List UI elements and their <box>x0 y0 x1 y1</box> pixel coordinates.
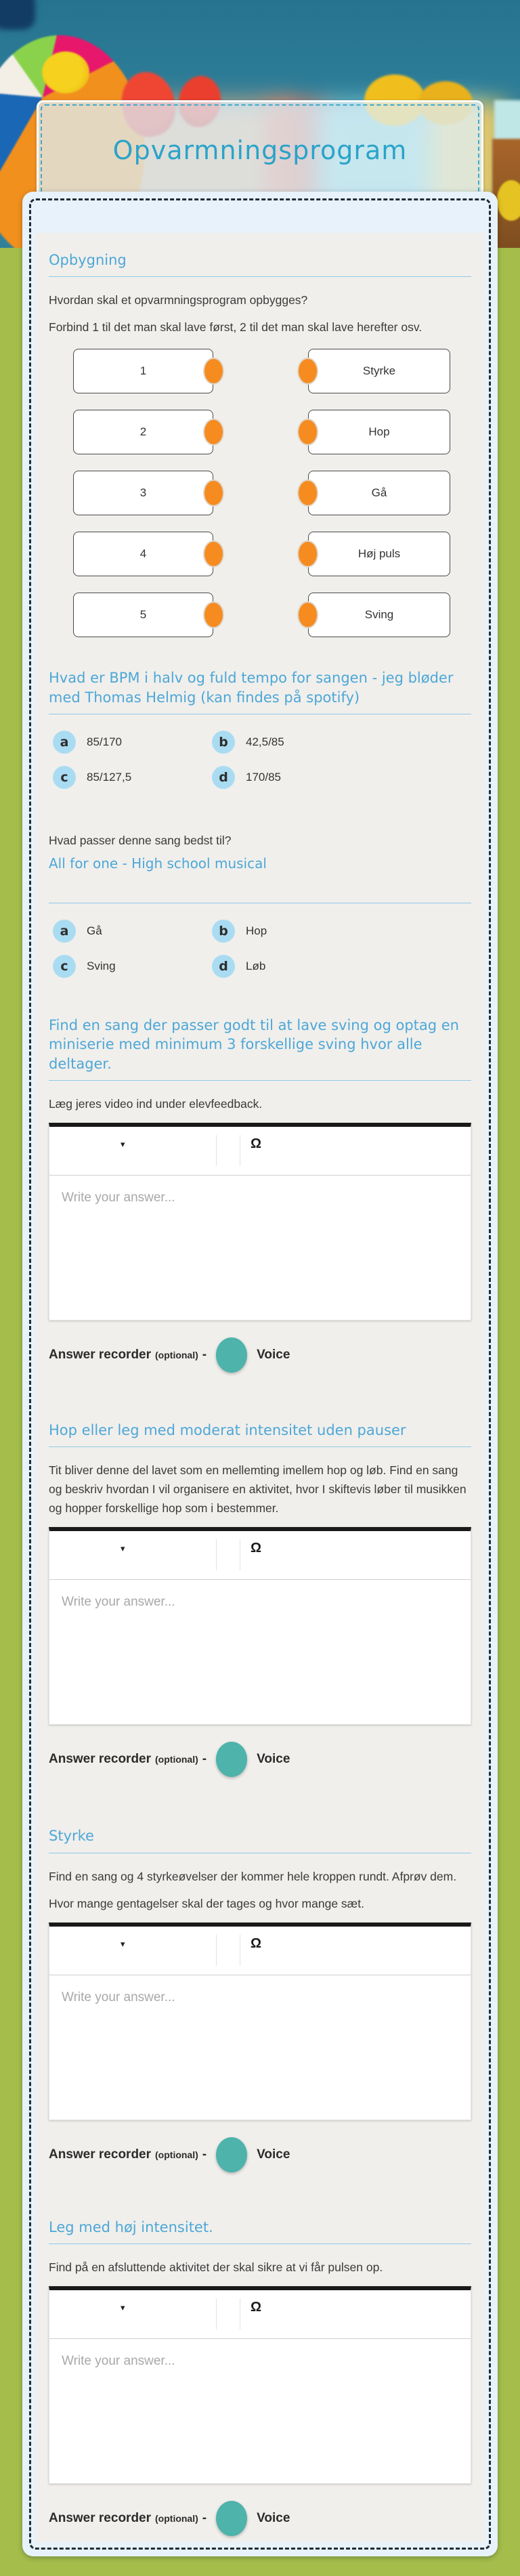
toolbar-dropdown-icon[interactable]: ▾ <box>121 2302 125 2313</box>
option-letter-circle: d <box>212 955 235 978</box>
match-right-label: Sving <box>364 608 394 622</box>
beach-ball-valve <box>42 51 89 93</box>
section-bpm-question <box>49 668 471 789</box>
answer-editor <box>49 2286 471 2484</box>
match-right-box[interactable] <box>308 471 450 515</box>
connector-dot[interactable] <box>297 479 318 507</box>
answer-editor <box>49 1527 471 1725</box>
match-left-label: 4 <box>139 547 147 561</box>
textarea-placeholder: Write your answer... <box>62 1990 175 2004</box>
recorder-separator: - <box>202 2511 207 2526</box>
recorder-separator: - <box>202 1348 207 1362</box>
choice-option-b[interactable] <box>212 731 471 754</box>
choice-options <box>53 920 471 978</box>
song-title-text: All for one - High school musical <box>49 855 267 872</box>
editor-toolbar <box>49 2290 471 2339</box>
recorder-label: Answer recorder <box>49 1348 152 1362</box>
toolbar-divider <box>216 1135 217 1166</box>
special-character-icon[interactable]: Ω <box>251 1935 262 1951</box>
toolbar-divider <box>216 1539 217 1570</box>
answer-textarea[interactable] <box>49 1975 471 2120</box>
voice-record-button[interactable] <box>216 1742 247 1777</box>
match-row <box>73 532 471 576</box>
section-styrke-task <box>49 1826 471 2172</box>
editor-toolbar <box>49 1531 471 1580</box>
match-left-box[interactable] <box>73 410 213 454</box>
voice-label: Voice <box>257 2511 290 2526</box>
option-label: 42,5/85 <box>246 735 284 749</box>
match-right-box[interactable] <box>308 532 450 576</box>
voice-record-button[interactable] <box>216 1337 247 1373</box>
match-left-box[interactable] <box>73 532 213 576</box>
section-heading: Find en sang der passer godt til at lave sving og optag en miniserie med minimum 3 forskellige sving hvor alle deltager. <box>49 1017 459 1072</box>
section-divider <box>49 1446 471 1447</box>
match-left-box[interactable] <box>73 471 213 515</box>
answer-recorder-row <box>49 2137 471 2173</box>
match-right-label: Styrke <box>362 364 396 378</box>
option-letter-circle: b <box>212 731 235 754</box>
choice-option-d[interactable] <box>212 955 471 978</box>
toolbar-dropdown-icon[interactable]: ▾ <box>121 1139 125 1150</box>
connector-dot[interactable] <box>203 601 224 628</box>
option-label: Sving <box>87 960 116 973</box>
option-label: Hop <box>246 924 267 938</box>
section-sving-task <box>49 1016 471 1373</box>
recorder-label: Answer recorder <box>49 1752 152 1767</box>
textarea-placeholder: Write your answer... <box>62 2354 175 2369</box>
voice-label: Voice <box>257 1348 290 1362</box>
connector-dot[interactable] <box>203 358 224 385</box>
editor-toolbar <box>49 1127 471 1176</box>
recorder-label: Answer recorder <box>49 2511 152 2526</box>
answer-recorder-row <box>49 1741 471 1778</box>
connector-dot[interactable] <box>297 601 318 628</box>
match-right-label: Gå <box>371 486 387 500</box>
option-label: 85/170 <box>87 735 122 749</box>
match-left-box[interactable] <box>73 349 213 393</box>
recorder-separator: - <box>202 1752 207 1767</box>
option-letter-circle: a <box>53 731 76 754</box>
choice-option-c[interactable] <box>53 955 212 978</box>
answer-recorder-row <box>49 1337 471 1373</box>
option-label: Gå <box>87 924 102 938</box>
option-letter-circle: b <box>212 920 235 943</box>
recorder-optional-label: (optional) <box>155 2149 198 2160</box>
title-dashed-border <box>41 104 479 196</box>
section-song-question <box>49 831 471 978</box>
special-character-icon[interactable]: Ω <box>251 1541 262 1556</box>
match-left-label: 1 <box>139 364 147 378</box>
match-left-label: 5 <box>139 608 147 622</box>
answer-recorder-row <box>49 2500 471 2537</box>
recorder-optional-label: (optional) <box>155 1754 198 1765</box>
textarea-placeholder: Write your answer... <box>62 1595 175 1610</box>
sea-shadow-decor <box>0 0 35 30</box>
section-heading: Opbygning <box>49 252 127 268</box>
match-row <box>73 593 471 637</box>
toolbar-divider <box>216 2298 217 2330</box>
option-label: Løb <box>246 960 266 973</box>
choice-option-d[interactable] <box>212 766 471 789</box>
worksheet-dashed-border <box>29 198 491 2550</box>
section-heading: Hvad er BPM i halv og fuld tempo for sangen - jeg bløder med Thomas Helmig (kan findes på spotify) <box>49 670 454 706</box>
connector-dot[interactable] <box>203 418 224 446</box>
answer-textarea[interactable] <box>49 2339 471 2483</box>
question-text: Hvordan skal et opvarmningsprogram opbygges? <box>49 293 308 307</box>
instruction-text: Læg jeres video ind under elevfeedback. <box>49 1097 263 1111</box>
section-heading: Styrke <box>49 1828 94 1845</box>
choice-options <box>53 731 471 789</box>
match-left-label: 2 <box>139 425 147 439</box>
connector-dot[interactable] <box>203 540 224 567</box>
connector-dot[interactable] <box>203 479 224 507</box>
worksheet-content <box>35 233 485 2542</box>
special-character-icon[interactable]: Ω <box>251 2300 262 2315</box>
voice-label: Voice <box>257 1752 290 1767</box>
page-title: Opvarmningsprogram <box>112 135 408 165</box>
match-left-label: 3 <box>139 486 147 500</box>
section-heading: Hop eller leg med moderat intensitet uden pauser <box>49 1422 406 1439</box>
section-divider <box>49 276 471 277</box>
instruction-text: Find en sang og 4 styrkeøvelser der kommer hele kroppen rundt. Afprøv dem. <box>49 1869 457 1883</box>
voice-record-button[interactable] <box>216 2501 247 2536</box>
match-right-box[interactable] <box>308 349 450 393</box>
instruction-text: Tit bliver denne del lavet som en mellemting imellem hop og løb. Find en sang og beskriv hvordan I vil organisere en aktivitet, hvor I skiftevis løber til musikken og hopper forskellige hop som i bestemmer. <box>49 1463 467 1516</box>
option-letter-circle: c <box>53 955 76 978</box>
matching-question <box>49 349 471 637</box>
worksheet-body-card <box>22 192 498 2556</box>
match-row <box>73 410 471 454</box>
answer-editor <box>49 1123 471 1321</box>
answer-editor <box>49 1923 471 2120</box>
instruction-text: Forbind 1 til det man skal lave først, 2 til det man skal lave herefter osv. <box>49 320 422 335</box>
section-moderat-task <box>49 1421 471 1778</box>
section-divider <box>49 1080 471 1081</box>
question-text: Hvad passer denne sang bedst til? <box>49 834 232 848</box>
answer-textarea[interactable] <box>49 1176 471 1320</box>
match-row <box>73 349 471 393</box>
option-letter-circle: a <box>53 920 76 943</box>
special-character-icon[interactable]: Ω <box>251 1136 262 1152</box>
textarea-placeholder: Write your answer... <box>62 1190 175 1205</box>
match-right-label: Hop <box>368 425 390 439</box>
option-letter-circle: c <box>53 766 76 789</box>
toolbar-divider <box>216 1935 217 1966</box>
recorder-separator: - <box>202 2147 207 2162</box>
section-hoj-intensitet-task <box>49 2218 471 2537</box>
sunglasses-image <box>497 180 520 221</box>
toolbar-dropdown-icon[interactable]: ▾ <box>121 1543 125 1554</box>
match-right-label: Høj puls <box>358 547 401 561</box>
option-letter-circle: d <box>212 766 235 789</box>
voice-record-button[interactable] <box>216 2137 247 2172</box>
toolbar-dropdown-icon[interactable]: ▾ <box>121 1938 125 1949</box>
match-right-box[interactable] <box>308 410 450 454</box>
section-opbygning <box>49 251 471 637</box>
instruction-text: Find på en afsluttende aktivitet der skal sikre at vi får pulsen op. <box>49 2260 383 2275</box>
worksheet-title-card <box>37 100 483 200</box>
instruction-text: Hvor mange gentagelser skal der tages og hvor mange sæt. <box>49 1896 364 1910</box>
choice-option-a[interactable] <box>53 920 212 943</box>
choice-option-c[interactable] <box>53 766 212 789</box>
match-right-box[interactable] <box>308 593 450 637</box>
section-heading: Leg med høj intensitet. <box>49 2218 213 2235</box>
connector-dot[interactable] <box>297 358 318 385</box>
choice-option-b[interactable] <box>212 920 471 943</box>
recorder-optional-label: (optional) <box>155 2513 198 2525</box>
option-label: 85/127,5 <box>87 771 132 784</box>
editor-toolbar <box>49 1927 471 1975</box>
recorder-label: Answer recorder <box>49 2147 152 2162</box>
connector-dot[interactable] <box>297 418 318 446</box>
answer-textarea[interactable] <box>49 1580 471 1724</box>
recorder-optional-label: (optional) <box>155 1350 198 1361</box>
match-row <box>73 471 471 515</box>
voice-label: Voice <box>257 2147 290 2162</box>
option-label: 170/85 <box>246 771 281 784</box>
connector-dot[interactable] <box>297 540 318 567</box>
match-left-box[interactable] <box>73 593 213 637</box>
choice-option-a[interactable] <box>53 731 212 754</box>
